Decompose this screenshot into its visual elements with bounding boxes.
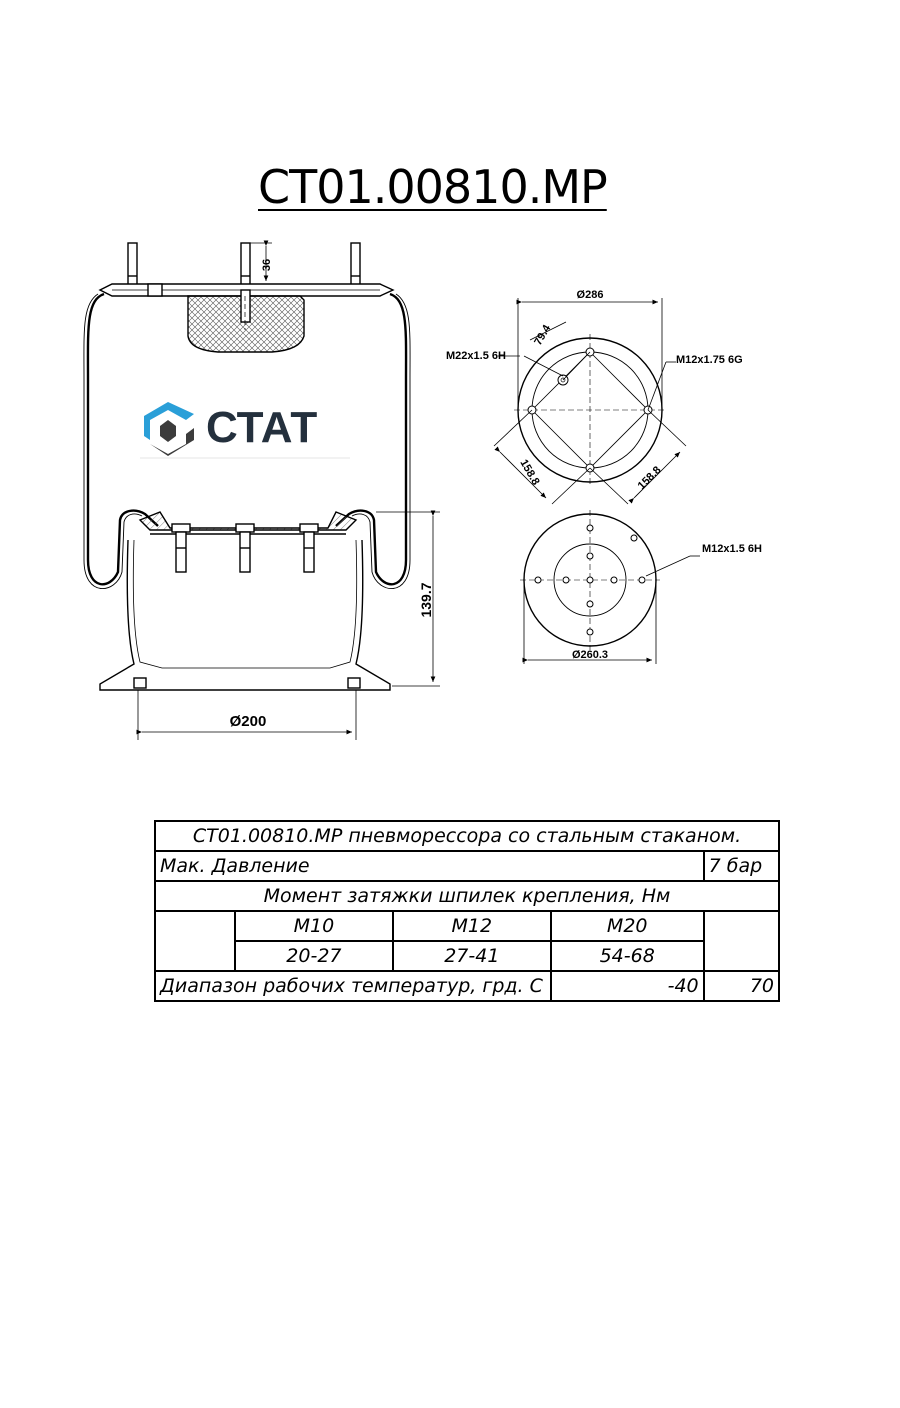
thread-top-center: M22x1.5 6H: [446, 350, 506, 362]
dim-bottom-diameter: Ø260.3: [571, 649, 609, 661]
spec-table: [154, 820, 780, 1002]
torque-blank-right: [704, 911, 779, 971]
torque-size-m10: M10: [235, 911, 393, 941]
top-studs: [128, 243, 360, 285]
dim-top-diameter: Ø286: [576, 289, 604, 301]
bottom-studs: [172, 524, 318, 572]
thread-bottom: M12x1.5 6H: [702, 543, 762, 555]
torque-heading: Момент затяжки шпилек крепления, Нм: [155, 881, 779, 911]
dim-height: 139.7: [418, 582, 434, 618]
torque-size-row: [155, 911, 779, 941]
torque-blank-left: [155, 911, 235, 971]
drawing-title: CT01.00810.MP: [258, 160, 607, 214]
temp-min: -40: [551, 971, 704, 1001]
side-view: [84, 243, 440, 740]
dim-offset-79: 79.4: [532, 322, 554, 348]
logo-text: СТАТ: [206, 403, 318, 452]
max-pressure-label: Мак. Давление: [155, 851, 704, 881]
torque-size-m20: M20: [551, 911, 704, 941]
torque-value-row: [155, 941, 779, 971]
max-pressure-value: 7 бар: [704, 851, 779, 881]
temp-max: 70: [704, 971, 779, 1001]
dim-stud-height: 36: [261, 258, 273, 272]
temp-label: Диапазон рабочих температур, грд. С: [155, 971, 551, 1001]
torque-value-m10: 20-27: [235, 941, 393, 971]
bottom-plate-view: [520, 510, 700, 664]
torque-value-m12: 27-41: [393, 941, 551, 971]
torque-size-m12: M12: [393, 911, 551, 941]
dim-spacing-right: 158.8: [635, 464, 664, 493]
temperature-row: [155, 971, 779, 1001]
pressure-row: [155, 851, 779, 881]
spec-heading: CT01.00810.MP пневморессора со стальным стаканом.: [155, 821, 779, 851]
torque-heading-row: [155, 881, 779, 911]
dim-base-diameter: Ø200: [229, 713, 267, 730]
torque-value-m20: 54-68: [551, 941, 704, 971]
thread-top-studs: M12x1.75 6G: [676, 354, 743, 366]
dim-spacing-left: 158.8: [517, 457, 542, 488]
stat-logo: [140, 402, 350, 458]
spec-heading-row: [155, 821, 779, 851]
